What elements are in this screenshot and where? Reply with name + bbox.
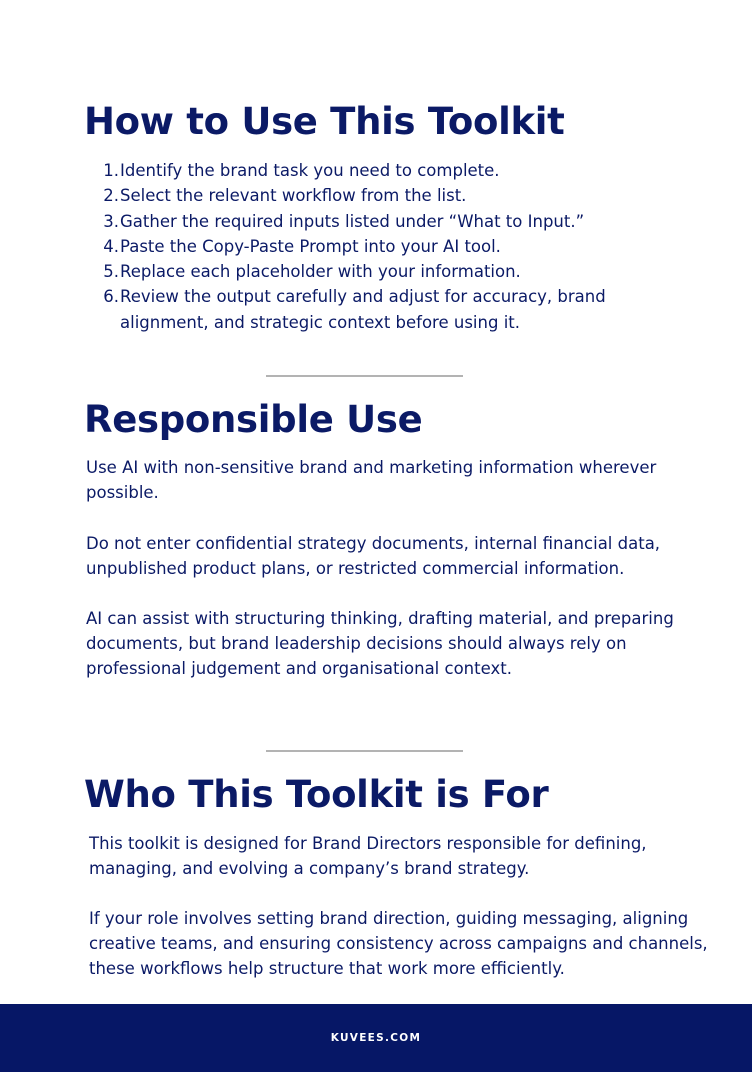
step-item — [102, 158, 662, 183]
responsible-use-paragraph: AI can assist with structuring thinking, drafting material, and preparing documents, but brand leadership decisions should always rely on professional judgement and organisational context. — [86, 609, 674, 678]
responsible-use-paragraph: Do not enter confidential strategy documents, internal financial data, unpublished product plans, or restricted commercial information. — [86, 534, 661, 578]
step-text: Gather the required inputs listed under “What to Input.” — [120, 211, 585, 231]
step-number: 3. — [103, 211, 119, 231]
step-number: 5. — [103, 262, 119, 282]
step-text: Select the relevant workflow from the list. — [120, 186, 467, 206]
step-item — [102, 259, 662, 284]
footer-site-link[interactable]: KUVEES.COM — [330, 1032, 422, 1044]
responsible-use-paragraph: Use AI with non-sensitive brand and marketing information wherever possible. — [86, 458, 657, 502]
section-divider — [266, 750, 463, 752]
responsible-use-heading: Responsible Use — [84, 398, 423, 441]
section-divider — [266, 375, 463, 377]
step-item — [102, 234, 662, 259]
step-text: Review the output carefully and adjust for accuracy, brand alignment, and strategic context before using it. — [120, 287, 606, 332]
step-number: 1. — [103, 161, 119, 180]
who-for-paragraph: If your role involves setting brand direction, guiding messaging, aligning creative teams, and ensuring consistency across campaigns and channels, these workflows help structure that work more efficiently. — [89, 909, 708, 978]
how-to-use-heading: How to Use This Toolkit — [84, 100, 565, 143]
step-item — [102, 284, 662, 335]
step-text: Replace each placeholder with your information. — [120, 262, 521, 282]
step-number: 6. — [103, 287, 119, 307]
who-for-paragraph: This toolkit is designed for Brand Directors responsible for defining, managing, and evolving a company’s brand strategy. — [89, 834, 647, 878]
who-for-heading: Who This Toolkit is For — [84, 773, 549, 816]
step-text: Identify the brand task you need to complete. — [120, 161, 500, 180]
step-number: 2. — [103, 186, 119, 206]
step-text: Paste the Copy-Paste Prompt into your AI tool. — [120, 236, 501, 256]
footer-bar — [0, 1004, 752, 1072]
how-to-use-steps — [102, 158, 662, 335]
step-item — [102, 183, 662, 208]
step-item — [102, 209, 662, 234]
step-number: 4. — [103, 236, 119, 256]
